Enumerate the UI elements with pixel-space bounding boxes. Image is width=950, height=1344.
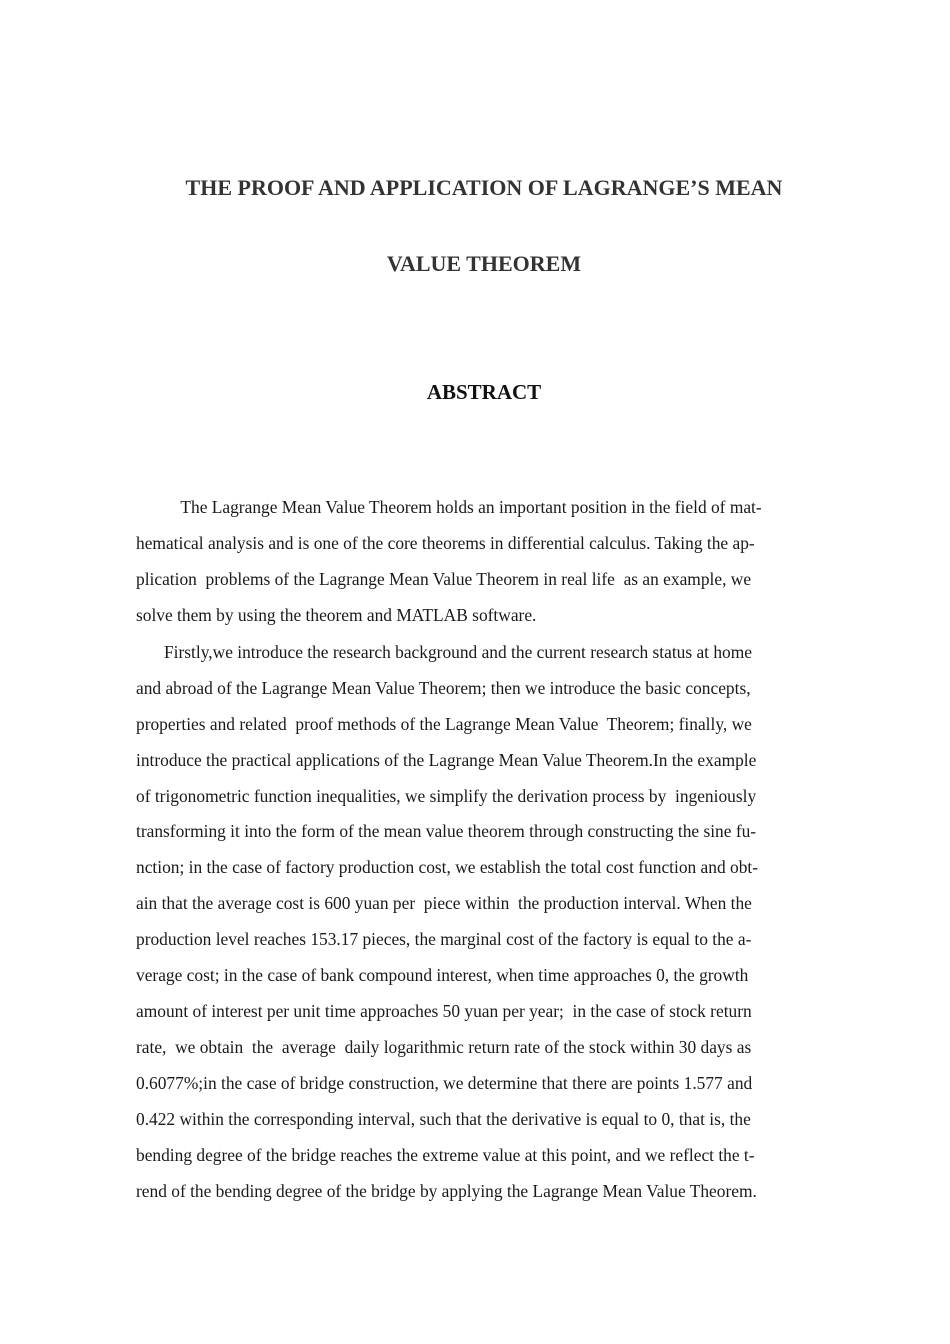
abstract-line: 0.422 within the corresponding interval, such that the derivative is equal to 0, that is, the [136, 1109, 751, 1129]
abstract-heading: ABSTRACT [426, 380, 542, 404]
abstract-line: nction; in the case of factory production cost, we establish the total cost function and obt- [136, 857, 759, 877]
abstract-line: solve them by using the theorem and MATLAB software. [136, 605, 537, 625]
abstract-line: 0.6077%;in the case of bridge construction, we determine that there are points 1.577 and [136, 1073, 753, 1093]
abstract-line: rate, we obtain the average daily logarithmic return rate of the stock within 30 days as [136, 1037, 752, 1057]
abstract-line: of trigonometric function inequalities, we simplify the derivation process by ingeniously [136, 786, 757, 806]
document-title-line-2: VALUE THEOREM [386, 251, 582, 276]
abstract-line: production level reaches 153.17 pieces, the marginal cost of the factory is equal to the a- [136, 929, 752, 949]
abstract-line: properties and related proof methods of the Lagrange Mean Value Theorem; finally, we [136, 714, 752, 734]
abstract-line: transforming it into the form of the mean value theorem through constructing the sine fu- [136, 821, 757, 841]
abstract-line: introduce the practical applications of the Lagrange Mean Value Theorem.In the example [136, 750, 757, 770]
abstract-line: bending degree of the bridge reaches the extreme value at this point, and we reflect the t- [136, 1145, 755, 1165]
document-title-line-1: THE PROOF AND APPLICATION OF LAGRANGE’S MEAN [185, 175, 783, 200]
abstract-line: plication problems of the Lagrange Mean Value Theorem in real life as an example, we [136, 569, 752, 589]
abstract-line: The Lagrange Mean Value Theorem holds an important position in the field of mat- [172, 497, 762, 517]
abstract-line: hematical analysis and is one of the core theorems in differential calculus. Taking the ap- [136, 533, 755, 553]
abstract-line: ain that the average cost is 600 yuan per piece within the production interval. When the [136, 893, 752, 913]
abstract-line: verage cost; in the case of bank compound interest, when time approaches 0, the growth [136, 965, 749, 985]
abstract-line: and abroad of the Lagrange Mean Value Theorem; then we introduce the basic concepts, [136, 678, 751, 698]
abstract-line: amount of interest per unit time approaches 50 yuan per year; in the case of stock return [136, 1001, 752, 1021]
abstract-line: Firstly,we introduce the research background and the current research status at home [164, 642, 752, 662]
abstract-line: rend of the bending degree of the bridge by applying the Lagrange Mean Value Theorem. [136, 1181, 757, 1201]
